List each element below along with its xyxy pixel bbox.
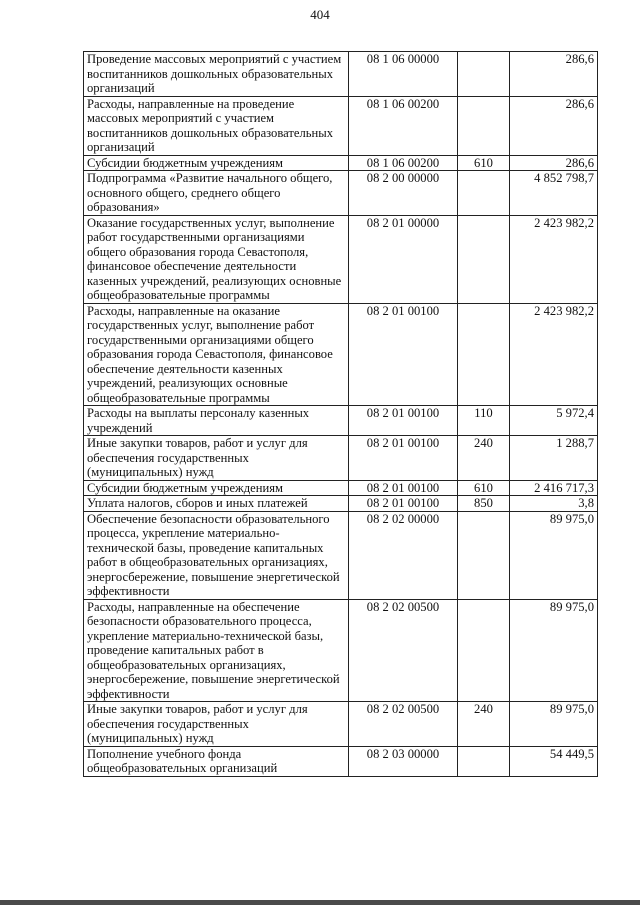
table-row	[84, 155, 598, 171]
row-code-cell: 08 1 06 00000	[349, 52, 458, 97]
row-code-cell: 08 2 01 00000	[349, 215, 458, 303]
row-name-cell: Субсидии бюджетным учреждениям	[84, 480, 349, 496]
scan-edge-strip	[0, 900, 640, 905]
row-amount-cell: 286,6	[510, 155, 598, 171]
row-amount-cell: 286,6	[510, 96, 598, 155]
row-expense-type-cell	[458, 599, 510, 702]
row-name-cell: Подпрограмма «Развитие начального общего, основного общего, среднего общего образования»	[84, 171, 349, 216]
row-expense-type-cell: 240	[458, 702, 510, 747]
row-code-cell: 08 1 06 00200	[349, 96, 458, 155]
table-row	[84, 215, 598, 303]
row-amount-cell: 89 975,0	[510, 599, 598, 702]
row-amount-cell: 2 423 982,2	[510, 303, 598, 406]
row-name-cell: Расходы на выплаты персоналу казенных учреждений	[84, 406, 349, 436]
row-amount-cell: 89 975,0	[510, 511, 598, 599]
table-row	[84, 303, 598, 406]
row-expense-type-cell	[458, 96, 510, 155]
row-amount-cell: 286,6	[510, 52, 598, 97]
row-expense-type-cell: 610	[458, 480, 510, 496]
table-row	[84, 702, 598, 747]
row-amount-cell: 5 972,4	[510, 406, 598, 436]
table-row	[84, 52, 598, 97]
row-amount-cell: 3,8	[510, 496, 598, 512]
row-expense-type-cell	[458, 52, 510, 97]
row-name-cell: Иные закупки товаров, работ и услуг для обеспечения государственных (муниципальных) нужд	[84, 436, 349, 481]
table-row	[84, 746, 598, 776]
row-name-cell: Проведение массовых мероприятий с участием воспитанников дошкольных образовательных организаций	[84, 52, 349, 97]
budget-table-body	[84, 52, 598, 777]
row-amount-cell: 4 852 798,7	[510, 171, 598, 216]
row-expense-type-cell	[458, 215, 510, 303]
table-row	[84, 480, 598, 496]
row-name-cell: Пополнение учебного фонда общеобразовательных организаций	[84, 746, 349, 776]
row-expense-type-cell: 110	[458, 406, 510, 436]
row-name-cell: Уплата налогов, сборов и иных платежей	[84, 496, 349, 512]
row-code-cell: 08 2 02 00500	[349, 599, 458, 702]
table-row	[84, 171, 598, 216]
row-name-cell: Обеспечение безопасности образовательного процесса, укрепление материально-технической базы, проведение капитальных работ в общеобразовательных организациях, энергосбережение, повышение энергетической эффективности	[84, 511, 349, 599]
row-name-cell: Расходы, направленные на проведение массовых мероприятий с участием воспитанников дошкольных образовательных организаций	[84, 96, 349, 155]
row-expense-type-cell	[458, 303, 510, 406]
row-name-cell: Субсидии бюджетным учреждениям	[84, 155, 349, 171]
row-code-cell: 08 2 00 00000	[349, 171, 458, 216]
table-row	[84, 511, 598, 599]
row-code-cell: 08 1 06 00200	[349, 155, 458, 171]
table-row	[84, 436, 598, 481]
table-row	[84, 496, 598, 512]
row-amount-cell: 1 288,7	[510, 436, 598, 481]
row-code-cell: 08 2 01 00100	[349, 436, 458, 481]
row-expense-type-cell	[458, 746, 510, 776]
budget-table	[83, 51, 598, 777]
row-name-cell: Расходы, направленные на обеспечение безопасности образовательного процесса, укрепление материально-технической базы, проведение капитальных работ в общеобразовательных организациях, энергосбережение, повышение энергетической эффективности	[84, 599, 349, 702]
row-amount-cell: 89 975,0	[510, 702, 598, 747]
page-number: 404	[310, 7, 330, 22]
row-amount-cell: 2 423 982,2	[510, 215, 598, 303]
row-expense-type-cell: 850	[458, 496, 510, 512]
row-code-cell: 08 2 01 00100	[349, 303, 458, 406]
row-amount-cell: 2 416 717,3	[510, 480, 598, 496]
row-amount-cell: 54 449,5	[510, 746, 598, 776]
row-code-cell: 08 2 01 00100	[349, 496, 458, 512]
row-name-cell: Иные закупки товаров, работ и услуг для обеспечения государственных (муниципальных) нужд	[84, 702, 349, 747]
row-expense-type-cell	[458, 171, 510, 216]
row-code-cell: 08 2 03 00000	[349, 746, 458, 776]
table-row	[84, 599, 598, 702]
row-expense-type-cell	[458, 511, 510, 599]
row-code-cell: 08 2 02 00000	[349, 511, 458, 599]
row-name-cell: Расходы, направленные на оказание государственных услуг, выполнение работ государственными организациями общего образования города Севастополя, финансовое обеспечение деятельности казенных учреждений, реализующих основные общеобразовательные программы	[84, 303, 349, 406]
row-name-cell: Оказание государственных услуг, выполнение работ государственными организациями общего образования города Севастополя, финансовое обеспечение деятельности казенных учреждений, реализующих основные общеобразовательные программы	[84, 215, 349, 303]
row-expense-type-cell: 610	[458, 155, 510, 171]
row-code-cell: 08 2 01 00100	[349, 480, 458, 496]
row-expense-type-cell: 240	[458, 436, 510, 481]
table-row	[84, 406, 598, 436]
table-row	[84, 96, 598, 155]
row-code-cell: 08 2 02 00500	[349, 702, 458, 747]
row-code-cell: 08 2 01 00100	[349, 406, 458, 436]
